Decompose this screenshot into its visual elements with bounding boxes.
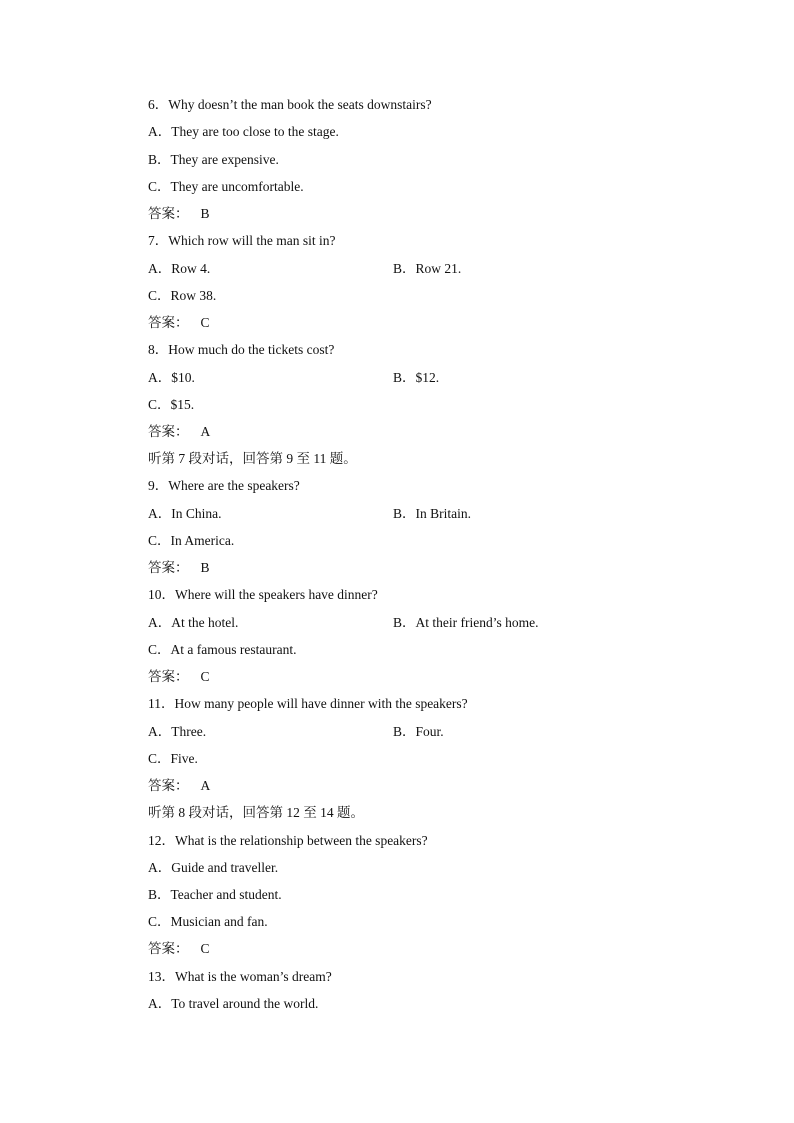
answer-label: 答案： bbox=[148, 315, 189, 330]
q8-option-c: C．$15. bbox=[148, 397, 195, 412]
q9-option-b: B．In Britain. bbox=[393, 506, 471, 521]
q13-option-a: A．To travel around the world. bbox=[148, 996, 319, 1011]
answer-label: 答案： bbox=[148, 206, 189, 221]
q11-option-c: C．Five. bbox=[148, 751, 198, 766]
answer-label: 答案： bbox=[148, 941, 189, 956]
q6-option-b: B．They are expensive. bbox=[148, 152, 279, 167]
q8-option-a: A．$10. bbox=[148, 370, 195, 385]
q9-answer bbox=[148, 558, 210, 578]
answer-value: B bbox=[200, 560, 210, 575]
question-12: 12．What is the relationship between the speakers? bbox=[148, 833, 428, 848]
answer-value: A bbox=[200, 778, 211, 793]
section-7-instruction: 听第 7 段对话，回答第 9 至 11 题。 bbox=[148, 451, 357, 466]
question-13: 13．What is the woman’s dream? bbox=[148, 969, 332, 984]
q6-option-c: C．They are uncomfortable. bbox=[148, 179, 304, 194]
answer-label: 答案： bbox=[148, 669, 189, 684]
q9-option-c: C．In America. bbox=[148, 533, 235, 548]
q12-answer bbox=[148, 939, 210, 959]
q10-answer bbox=[148, 667, 210, 687]
answer-label: 答案： bbox=[148, 560, 189, 575]
question-11: 11．How many people will have dinner with the speakers? bbox=[148, 696, 468, 711]
answer-value: A bbox=[200, 424, 211, 439]
question-6: 6．Why doesn’t the man book the seats downstairs? bbox=[148, 97, 432, 112]
q10-option-a: A．At the hotel. bbox=[148, 615, 239, 630]
answer-label: 答案： bbox=[148, 778, 189, 793]
q11-option-a: A．Three. bbox=[148, 724, 207, 739]
q9-option-a: A．In China. bbox=[148, 506, 222, 521]
q7-answer bbox=[148, 313, 210, 333]
q10-option-c: C．At a famous restaurant. bbox=[148, 642, 297, 657]
q12-option-b: B．Teacher and student. bbox=[148, 887, 282, 902]
question-9: 9．Where are the speakers? bbox=[148, 478, 300, 493]
q6-answer bbox=[148, 204, 210, 224]
q11-option-b: B．Four. bbox=[393, 724, 444, 739]
answer-value: B bbox=[200, 206, 210, 221]
question-7: 7．Which row will the man sit in? bbox=[148, 233, 336, 248]
q12-option-c: C．Musician and fan. bbox=[148, 914, 268, 929]
question-8: 8．How much do the tickets cost? bbox=[148, 342, 335, 357]
section-8-instruction: 听第 8 段对话，回答第 12 至 14 题。 bbox=[148, 805, 364, 820]
answer-label: 答案： bbox=[148, 424, 189, 439]
answer-value: C bbox=[200, 941, 210, 956]
q8-answer bbox=[148, 422, 210, 442]
q6-option-a: A．They are too close to the stage. bbox=[148, 124, 339, 139]
q8-option-b: B．$12. bbox=[393, 370, 440, 385]
q12-option-a: A．Guide and traveller. bbox=[148, 860, 279, 875]
answer-value: C bbox=[200, 669, 210, 684]
q10-option-b: B．At their friend’s home. bbox=[393, 615, 539, 630]
q7-option-c: C．Row 38. bbox=[148, 288, 217, 303]
question-10: 10．Where will the speakers have dinner? bbox=[148, 587, 378, 602]
q7-option-a: A．Row 4. bbox=[148, 261, 211, 276]
q11-answer bbox=[148, 776, 210, 796]
answer-value: C bbox=[200, 315, 210, 330]
q7-option-b: B．Row 21. bbox=[393, 261, 462, 276]
